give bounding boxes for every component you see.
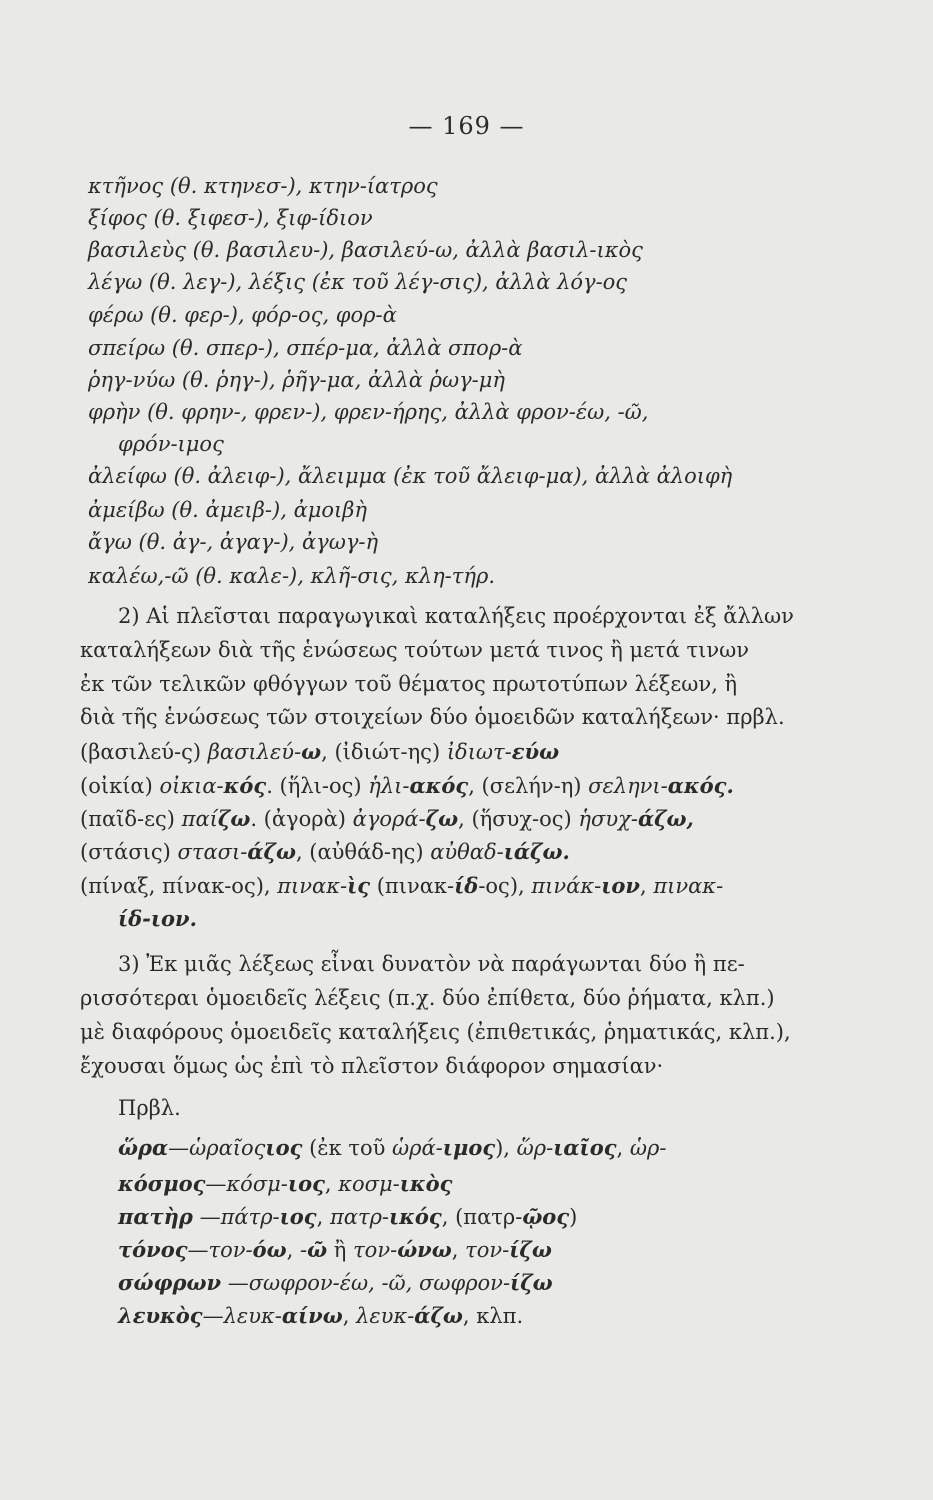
example-fragment: ὥρα (118, 1135, 169, 1160)
example-fragment: , (451, 1238, 466, 1262)
example-fragment: ιάζω. (503, 839, 570, 864)
list1-line-9: φρόν-ιμος (118, 432, 224, 456)
example-fragment: ακός. (667, 773, 734, 798)
example-fragment: παί (181, 807, 218, 831)
example-fragment: ἢ (327, 1238, 354, 1262)
ex2-line-6 (118, 905, 197, 933)
example-fragment: λευκ- (223, 1304, 282, 1328)
example-fragment: ίζω (510, 1270, 553, 1295)
example-fragment: ὥρ- (516, 1136, 554, 1160)
list1-line-2: ξίφος (θ. ξιφεσ-), ξιφ-ίδιον (88, 206, 373, 230)
example-fragment: , (342, 1304, 357, 1328)
example-fragment: αίνω (281, 1303, 343, 1328)
para3-line-2: ρισσότεραι ὁμοειδεῖς λέξεις (π.χ. δύο ἐπίθετα, δύο ῥήματα, κλπ.) (80, 986, 775, 1010)
example-fragment: ἀγορά- (352, 807, 426, 831)
example-fragment: ), (495, 1136, 517, 1160)
example-fragment: ιος (265, 1135, 303, 1160)
example-fragment: ὡρά- (392, 1136, 443, 1160)
prbl-label: Πρβλ. (118, 1096, 181, 1120)
example-fragment: λευκὸς (118, 1303, 203, 1328)
example-fragment: πινακ- (653, 874, 724, 898)
example-fragment: ιμος (442, 1135, 496, 1160)
example-fragment: ῷος (522, 1204, 570, 1229)
example-fragment: — (205, 1172, 227, 1196)
example-fragment: — (168, 1136, 190, 1160)
example-fragment: σεληνι- (588, 774, 668, 798)
example-fragment: στασι- (177, 840, 248, 864)
list1-line-5: φέρω (θ. φερ-), φόρ-ος, φορ-ὰ (88, 303, 397, 327)
example-fragment: , (639, 874, 654, 898)
example-fragment: , (πατρ- (441, 1205, 523, 1229)
para3-line-1: 3) Ἐκ μιᾶς λέξεως εἶναι δυνατὸν νὰ παράγωνται δύο ἢ πε- (118, 952, 745, 976)
example-fragment: πατρ- (329, 1205, 390, 1229)
ex2-line-2 (80, 772, 734, 800)
example-fragment: — (221, 1271, 249, 1295)
example-fragment: άζω (247, 839, 296, 864)
para2-line-1: 2) Αἱ πλεῖσται παραγωγικαὶ καταλήξεις προέρχονται ἐξ ἄλλων (118, 604, 794, 628)
example-fragment: , (324, 1172, 339, 1196)
list1-line-13: καλέω,-ῶ (θ. καλε-), κλῆ-σις, κλη-τήρ. (88, 564, 495, 588)
example-fragment: , (616, 1136, 630, 1160)
example-fragment: — (187, 1238, 209, 1262)
example-fragment: . (ἥλι-ος) (266, 774, 369, 798)
example-fragment: εύω (511, 739, 560, 764)
example-fragment: όω (252, 1237, 287, 1262)
example-fragment: ζω (425, 806, 459, 831)
example-fragment: ιος (287, 1171, 325, 1196)
ex3-line-2 (118, 1170, 452, 1198)
example-fragment: οἰκια- (159, 774, 224, 798)
page-number: — 169 — (408, 112, 525, 140)
example-fragment: ιον (601, 873, 640, 898)
example-fragment: , κλπ. (462, 1304, 524, 1328)
example-fragment: , (αὐθάδ-ης) (295, 840, 431, 864)
ex3-line-5 (118, 1269, 553, 1297)
example-fragment: άζω (414, 1303, 463, 1328)
list1-line-12: ἄγω (θ. ἀγ-, ἀγαγ-), ἀγωγ-ὴ (88, 530, 379, 554)
ex2-line-3 (80, 805, 694, 833)
example-fragment: (παῖδ-ες) (80, 807, 182, 831)
example-fragment: ὡραῖος (189, 1136, 266, 1160)
example-fragment: ικὸς (399, 1171, 453, 1196)
example-fragment: πατὴρ (118, 1204, 193, 1229)
example-fragment: (ἐκ τοῦ (302, 1136, 393, 1160)
example-fragment: ὶς (347, 873, 371, 898)
ex3-line-6 (118, 1302, 523, 1330)
example-fragment: , (ἥσυχ-ος) (458, 807, 579, 831)
example-fragment: (στάσις) (80, 840, 178, 864)
ex3-line-3 (118, 1203, 577, 1231)
example-fragment: , (ἰδιώτ-ης) (321, 740, 447, 764)
example-fragment: τον- (353, 1238, 398, 1262)
example-fragment: . (ἀγορὰ) (250, 807, 353, 831)
example-fragment: — (192, 1205, 221, 1229)
list1-line-11: ἀμείβω (θ. ἀμειβ-), ἀμοιβὴ (88, 498, 367, 522)
example-fragment: τόνος (118, 1237, 188, 1262)
para3-line-4: ἔχουσαι ὅμως ὡς ἐπὶ τὸ πλεῖστον διάφορον σημασίαν· (80, 1054, 664, 1078)
example-fragment: ῶ (307, 1237, 328, 1262)
example-fragment: -ος), (478, 874, 532, 898)
example-fragment: άζω, (637, 806, 694, 831)
example-fragment: ίδ (454, 873, 479, 898)
ex2-line-5 (80, 872, 723, 900)
ex3-line-4 (118, 1236, 552, 1264)
example-fragment: ίζω (509, 1237, 552, 1262)
example-fragment: σωφρον-έω, -ῶ, σωφρον- (248, 1271, 511, 1295)
example-fragment: κός (223, 773, 267, 798)
ex2-line-1 (80, 738, 559, 766)
example-fragment: κόσμ- (226, 1172, 288, 1196)
para2-line-3: ἐκ τῶν τελικῶν φθόγγων τοῦ θέματος πρωτοτύπων λέξεων, ἢ (80, 672, 738, 696)
para2-line-4: διὰ τῆς ἑνώσεως τῶν στοιχείων δύο ὁμοειδῶν καταλήξεων· πρβλ. (80, 705, 785, 729)
example-fragment: ) (569, 1205, 578, 1229)
example-fragment: - (300, 1238, 308, 1262)
example-fragment: αὐθαδ- (430, 840, 504, 864)
example-fragment: (πινακ- (370, 874, 455, 898)
example-fragment: λευκ- (356, 1304, 415, 1328)
example-fragment: ω (301, 739, 322, 764)
example-fragment: , (σελήν-η) (468, 774, 589, 798)
ex3-line-1 (118, 1134, 666, 1162)
example-fragment: (βασιλεύ-ς) (80, 740, 208, 764)
example-fragment: ὡρ- (629, 1136, 667, 1160)
example-fragment: , (316, 1205, 330, 1229)
list1-line-8: φρὴν (θ. φρην-, φρεν-), φρεν-ήρης, ἀλλὰ φρον-έω, -ῶ, (88, 400, 649, 424)
example-fragment: πινακ- (277, 874, 348, 898)
example-fragment: ώνω (397, 1237, 452, 1262)
example-fragment: , (286, 1238, 301, 1262)
example-fragment: (οἰκία) (80, 774, 160, 798)
list1-line-1: κτῆνος (θ. κτηνεσ-), κτην-ίατρος (88, 174, 438, 198)
example-fragment: ἰδιωτ- (446, 740, 512, 764)
example-fragment: σώφρων (118, 1270, 222, 1295)
example-fragment: ίδ-ιον. (118, 906, 197, 931)
example-fragment: κόσμος (118, 1171, 206, 1196)
list1-line-7: ῥηγ-νύω (θ. ῥηγ-), ῥῆγ-μα, ἀλλὰ ῥωγ-μὴ (88, 368, 505, 392)
example-fragment: πινάκ- (531, 874, 602, 898)
example-fragment: (πίναξ, πίνακ-ος), (80, 874, 278, 898)
example-fragment: ἡλι- (368, 774, 410, 798)
list1-line-4: λέγω (θ. λεγ-), λέξις (ἐκ τοῦ λέγ-σις), ἀλλὰ λόγ-ος (88, 270, 628, 294)
example-fragment: ιαῖος (553, 1135, 617, 1160)
list1-line-10: ἀλείφω (θ. ἀλειφ-), ἄλειμμα (ἐκ τοῦ ἄλειφ-μα), ἀλλὰ ἀλοιφὴ (88, 464, 733, 488)
example-fragment: τον- (465, 1238, 510, 1262)
example-fragment: τον- (208, 1238, 253, 1262)
para3-line-3: μὲ διαφόρους ὁμοειδεῖς καταλήξεις (ἐπιθετικάς, ῥηματικάς, κλπ.), (80, 1020, 791, 1044)
example-fragment: βασιλεύ- (207, 740, 302, 764)
ex2-line-4 (80, 838, 570, 866)
list1-line-3: βασιλεὺς (θ. βασιλευ-), βασιλεύ-ω, ἀλλὰ βασιλ-ικὸς (88, 238, 643, 262)
example-fragment: πάτρ- (220, 1205, 280, 1229)
list1-line-6: σπείρω (θ. σπερ-), σπέρ-μα, ἀλλὰ σπορ-ὰ (88, 336, 523, 360)
example-fragment: κοσμ- (338, 1172, 400, 1196)
example-fragment: — (202, 1304, 224, 1328)
para2-line-2: καταλήξεων διὰ τῆς ἑνώσεως τούτων μετά τινος ἢ μετά τινων (80, 638, 749, 662)
example-fragment: ζω (217, 806, 251, 831)
example-fragment: ικός (389, 1204, 442, 1229)
example-fragment: ακός (409, 773, 469, 798)
example-fragment: ιος (279, 1204, 317, 1229)
example-fragment: ἡσυχ- (578, 807, 638, 831)
